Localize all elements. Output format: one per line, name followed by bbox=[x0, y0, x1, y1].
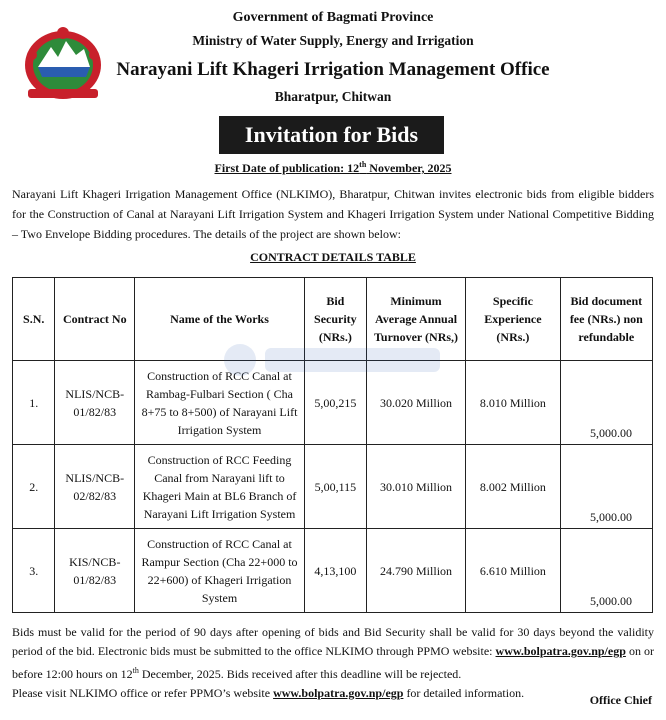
cell-turnover: 24.790 Million bbox=[366, 529, 465, 613]
footer-visit-text-end: for detailed information. bbox=[403, 686, 525, 700]
publication-date-suffix: November, 2025 bbox=[366, 161, 452, 175]
cell-bid-security: 5,00,115 bbox=[304, 445, 366, 529]
header-bid-security: Bid Security (NRs.) bbox=[304, 278, 366, 361]
cell-contract-no: KIS/NCB-01/82/83 bbox=[55, 529, 135, 613]
cell-experience: 6.610 Million bbox=[466, 529, 560, 613]
office-location: Bharatpur, Chitwan bbox=[274, 89, 392, 104]
header-sn: S.N. bbox=[13, 278, 55, 361]
cell-contract-no: NLIS/NCB-02/82/83 bbox=[55, 445, 135, 529]
ministry-name: Ministry of Water Supply, Energy and Irrigation bbox=[192, 33, 474, 48]
cell-turnover: 30.020 Million bbox=[366, 361, 465, 445]
footer-visit-text: Please visit NLKIMO office or refer PPMO’s website bbox=[12, 686, 274, 700]
cell-sn: 2. bbox=[13, 445, 55, 529]
cell-bid-security: 5,00,215 bbox=[304, 361, 366, 445]
cell-bid-security: 4,13,100 bbox=[304, 529, 366, 613]
publication-date-prefix: First Date of publication: 12 bbox=[214, 161, 360, 175]
intro-paragraph: Narayani Lift Khageri Irrigation Management Office (NLKIMO), Bharatpur, Chitwan invites electronic bids from eligible bidders for the Construction of Canal at Narayani Lift Irrigation System and Khageri Irrigation System under National Competitive Bidding – Two Envelope Bidding procedures. The details of the project are shown below: bbox=[12, 187, 654, 241]
cell-doc-fee: 5,000.00 bbox=[560, 529, 652, 613]
cell-sn: 1. bbox=[13, 361, 55, 445]
cell-experience: 8.010 Million bbox=[466, 361, 560, 445]
cell-turnover: 30.010 Million bbox=[366, 445, 465, 529]
cell-doc-fee: 5,000.00 bbox=[560, 361, 652, 445]
signature: Office Chief bbox=[589, 693, 652, 707]
footer-deadline-sup: th bbox=[132, 666, 139, 675]
table-title: CONTRACT DETAILS TABLE bbox=[250, 250, 416, 264]
table-header-row bbox=[13, 278, 653, 361]
government-name: Government of Bagmati Province bbox=[232, 10, 434, 25]
cell-works: Construction of RCC Feeding Canal from Narayani lift to Khageri Main at BL6 Branch of Narayani Lift Irrigation System bbox=[135, 445, 305, 529]
cell-works: Construction of RCC Canal at Rampur Section (Cha 22+000 to 22+600) of Khageri Irrigation System bbox=[135, 529, 305, 613]
cell-works: Construction of RCC Canal at Rambag-Fulbari Section ( Cha 8+75 to 8+500) of Narayani Lift Irrigation System bbox=[135, 361, 305, 445]
header-works: Name of the Works bbox=[135, 278, 305, 361]
ppmo-link[interactable]: www.bolpatra.gov.np/egp bbox=[495, 644, 626, 658]
footer-deadline-text-end: December, 2025. Bids received after this deadline will be rejected. bbox=[138, 667, 462, 681]
header-doc-fee: Bid document fee (NRs.) non refundable bbox=[560, 278, 652, 361]
office-name: Narayani Lift Khageri Irrigation Management Office bbox=[116, 59, 550, 80]
table-row bbox=[13, 529, 653, 613]
publication-date bbox=[0, 160, 666, 176]
publication-date-sup: th bbox=[359, 160, 367, 169]
footer-validity-text: Bids must be valid for the period of 90 days after opening of bids and Bid Security shall be valid for 30 days beyond the validity period of the bid. Electronic bids must be submitted to the office NLKIMO through PPMO website: bbox=[12, 625, 654, 658]
cell-contract-no: NLIS/NCB-01/82/83 bbox=[55, 361, 135, 445]
footer-notes bbox=[12, 623, 654, 703]
contract-details-table bbox=[12, 277, 653, 613]
cell-doc-fee: 5,000.00 bbox=[560, 445, 652, 529]
table-row bbox=[13, 445, 653, 529]
footer-deadline-text: on or before 12:00 hours on 12 bbox=[12, 644, 654, 681]
ppmo-link-2[interactable]: www.bolpatra.gov.np/egp bbox=[273, 686, 404, 700]
cell-experience: 8.002 Million bbox=[466, 445, 560, 529]
header-contract-no: Contract No bbox=[55, 278, 135, 361]
header-turnover: Minimum Average Annual Turnover (NRs,) bbox=[366, 278, 465, 361]
header bbox=[0, 0, 666, 112]
header-experience: Specific Experience (NRs.) bbox=[466, 278, 560, 361]
notice-title-banner: Invitation for Bids bbox=[219, 116, 444, 154]
table-row bbox=[13, 361, 653, 445]
cell-sn: 3. bbox=[13, 529, 55, 613]
